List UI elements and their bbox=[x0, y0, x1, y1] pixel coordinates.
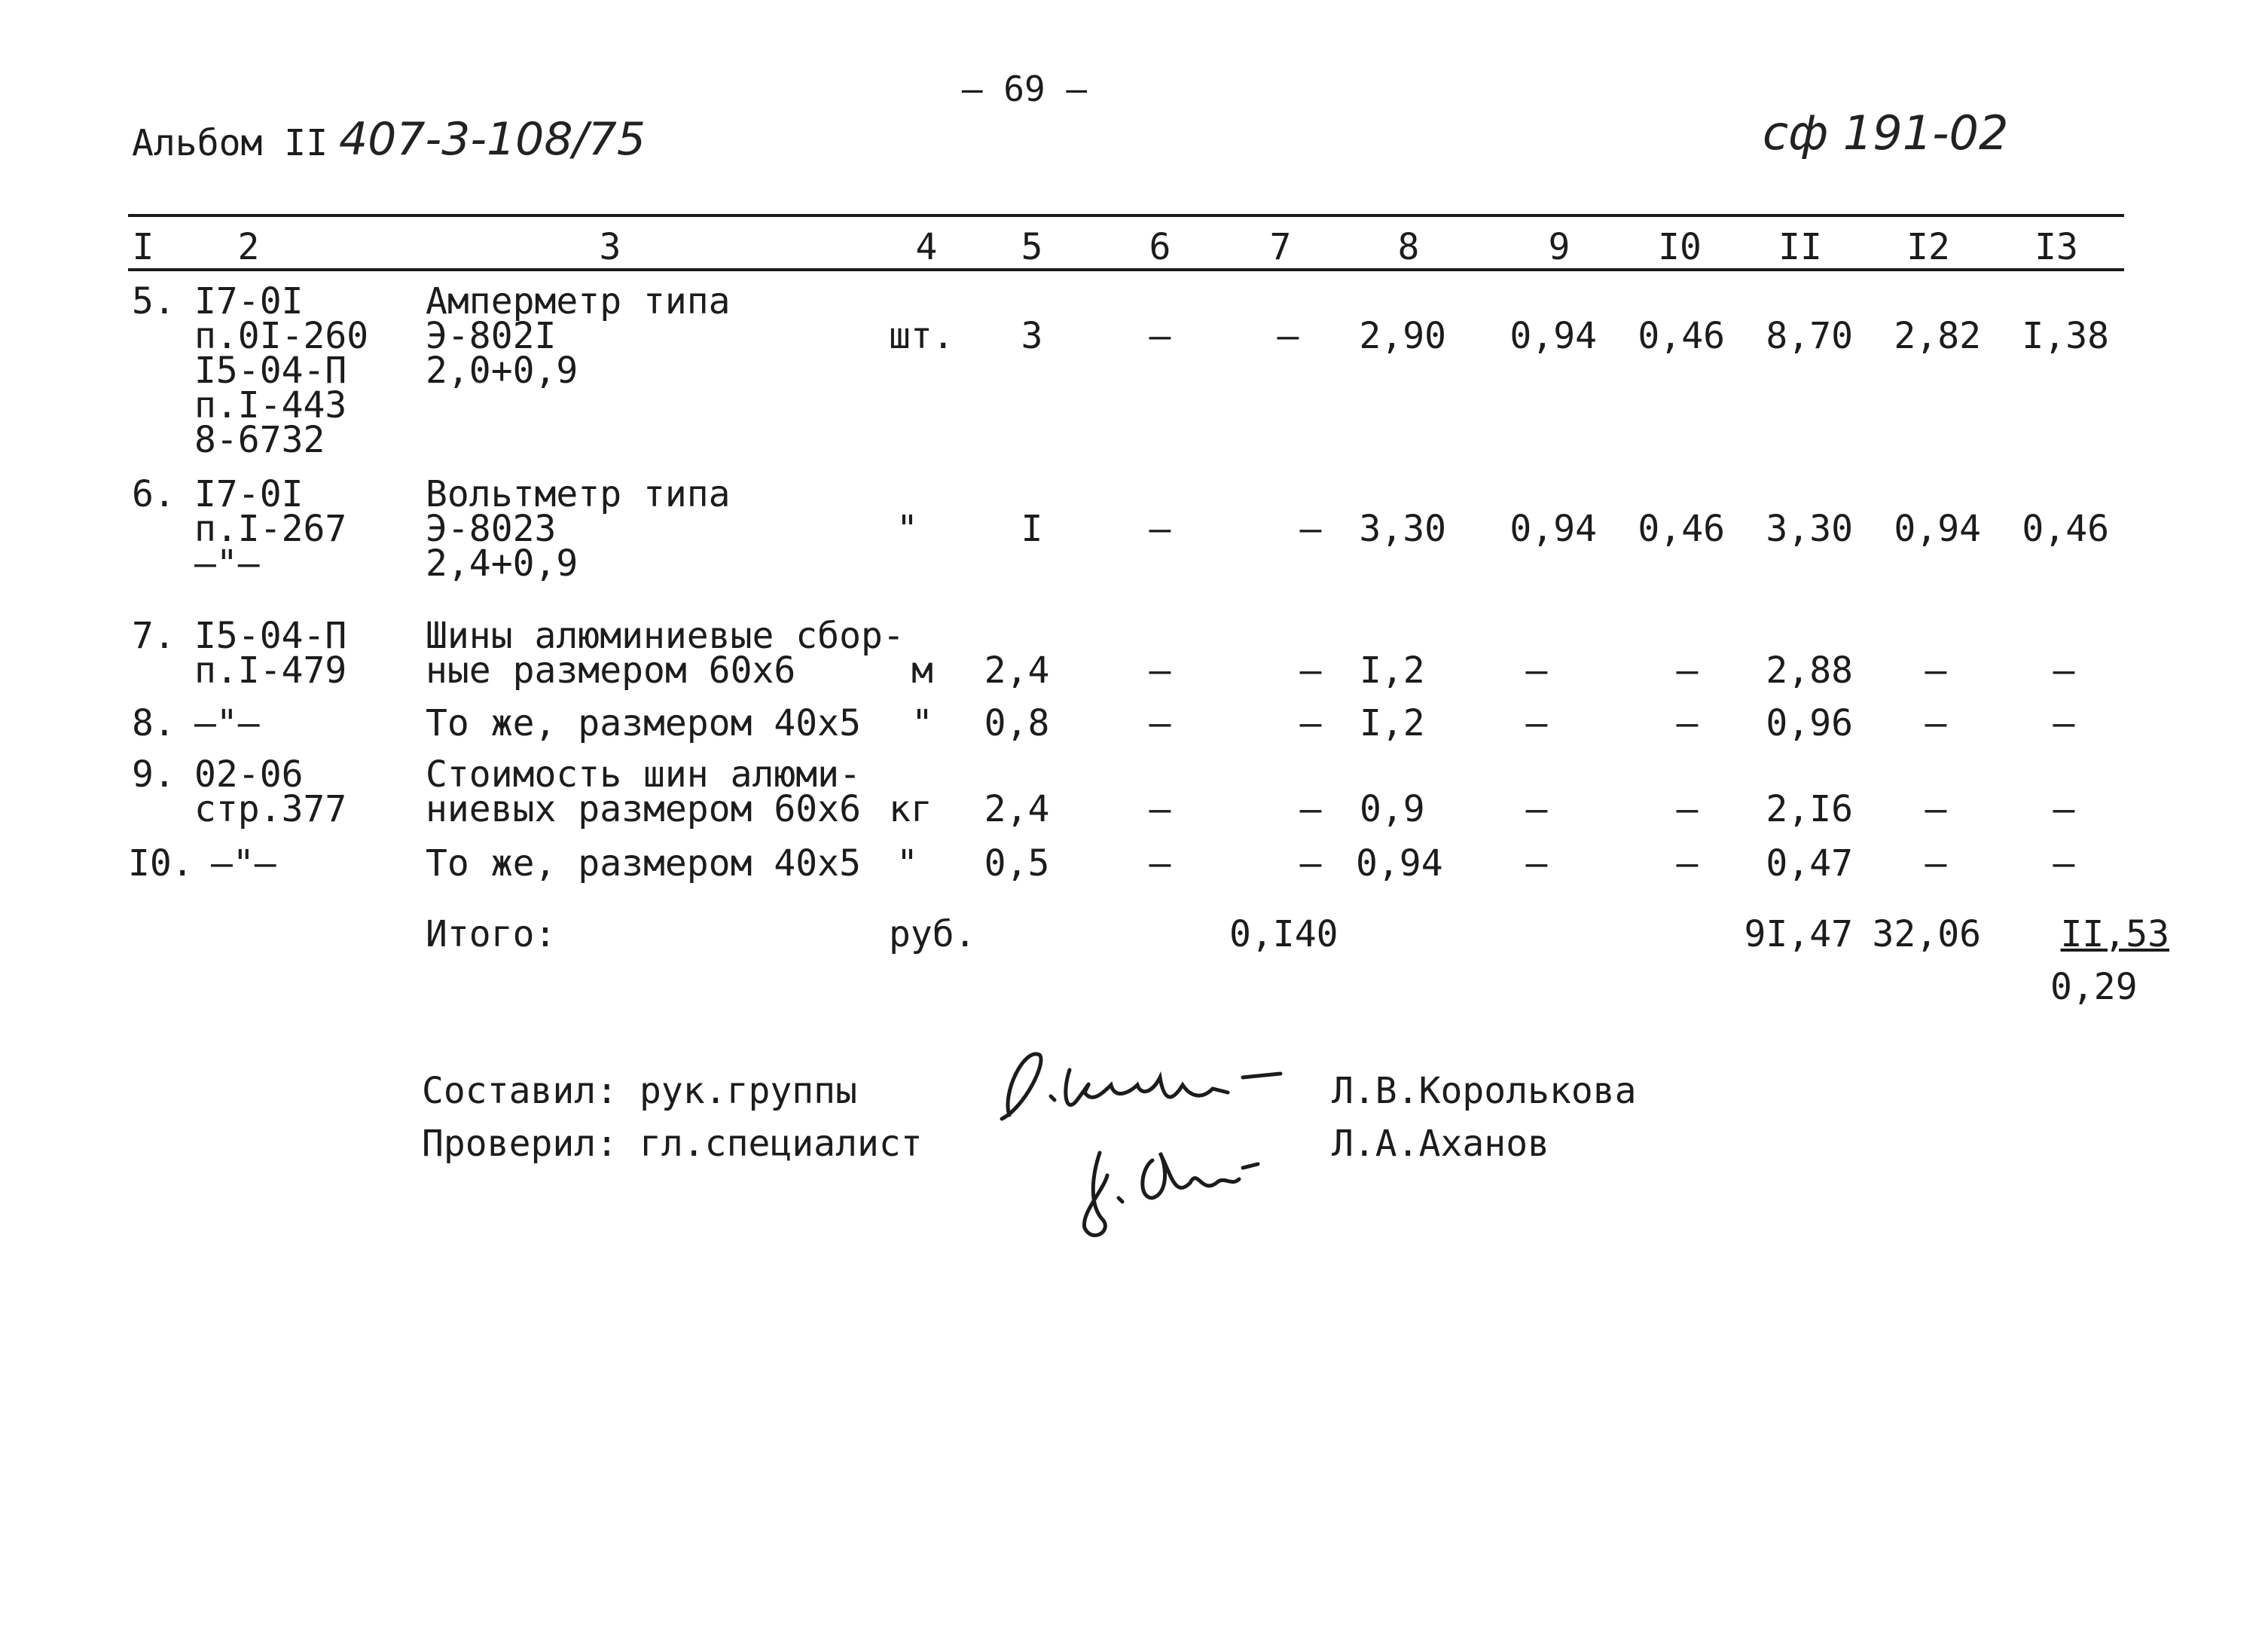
cell-col11: 8,70 bbox=[1766, 315, 1853, 357]
quantity: 2,4 bbox=[984, 649, 1050, 692]
quantity: 0,8 bbox=[984, 702, 1050, 744]
reference-code: 8-6732 bbox=[194, 419, 325, 461]
cell-col7: – bbox=[1299, 702, 1322, 744]
cell-col13: – bbox=[2053, 649, 2075, 692]
item-name: То же, размером 40х5 bbox=[426, 842, 861, 885]
cell-col11: 0,96 bbox=[1766, 702, 1853, 744]
item-name: ные размером 60х6 bbox=[426, 649, 796, 692]
cell-col11: 2,88 bbox=[1766, 649, 1853, 692]
cell-col7: – bbox=[1299, 842, 1322, 885]
cell-col10: 0,46 bbox=[1638, 315, 1725, 357]
table-top-rule bbox=[128, 214, 2124, 217]
cell-col10: – bbox=[1676, 788, 1699, 830]
cell-col13: – bbox=[2053, 788, 2075, 830]
row-number: 9. bbox=[132, 753, 176, 796]
unit: " bbox=[911, 702, 933, 744]
total-label: Итого: bbox=[426, 913, 557, 955]
page-number: – 69 – bbox=[961, 69, 1088, 109]
compiled-by-label: Составил: рук.группы bbox=[422, 1070, 857, 1112]
cell-col11: 3,30 bbox=[1766, 508, 1853, 550]
cell-col11: 2,I6 bbox=[1766, 788, 1853, 830]
quantity: 3 bbox=[1021, 315, 1043, 357]
row-number: I0. bbox=[128, 842, 194, 885]
reference-code: п.I-443 bbox=[194, 384, 347, 426]
cell-col6: – bbox=[1149, 842, 1171, 885]
row-number: 5. bbox=[132, 280, 176, 322]
cell-col6: – bbox=[1149, 649, 1171, 692]
cell-col6: – bbox=[1149, 315, 1171, 357]
item-name: Шины алюминиевые сбор- bbox=[426, 615, 905, 657]
unit: " bbox=[896, 842, 918, 885]
cell-col6: – bbox=[1149, 508, 1171, 550]
cell-col10: – bbox=[1676, 842, 1699, 885]
album-label: Альбом II bbox=[132, 122, 328, 164]
cell-col9: – bbox=[1525, 842, 1548, 885]
checked-by-label: Проверил: гл.специалист bbox=[422, 1123, 923, 1165]
total-col13: II,53 bbox=[2060, 913, 2169, 955]
cell-col9: – bbox=[1525, 788, 1548, 830]
cell-col7: – bbox=[1277, 315, 1299, 357]
cell-col8: 2,90 bbox=[1359, 315, 1446, 357]
cell-col10: – bbox=[1676, 649, 1699, 692]
column-header: 4 bbox=[915, 226, 938, 268]
cell-col8: I,2 bbox=[1360, 702, 1425, 744]
column-header: I2 bbox=[1906, 226, 1950, 268]
cell-col12: – bbox=[1925, 649, 1947, 692]
checked-by-name: Л.А.Аханов bbox=[1332, 1123, 1549, 1165]
column-header: 7 bbox=[1269, 226, 1292, 268]
item-name: Вольтметр типа bbox=[426, 473, 731, 515]
total-col13-sub: 0,29 bbox=[2050, 966, 2138, 1008]
cell-col13: I,38 bbox=[2022, 315, 2109, 357]
item-name: 2,0+0,9 bbox=[426, 350, 578, 392]
cell-col10: – bbox=[1676, 702, 1699, 744]
reference-code: I5-04-П bbox=[194, 615, 347, 657]
column-header: 8 bbox=[1397, 226, 1420, 268]
unit: кг bbox=[889, 788, 933, 830]
checked-signature bbox=[1047, 1123, 1288, 1251]
cell-col7: – bbox=[1299, 788, 1322, 830]
cell-col13: – bbox=[2053, 842, 2075, 885]
column-header: 6 bbox=[1149, 226, 1171, 268]
total-col11: 9I,47 bbox=[1744, 913, 1853, 955]
column-header: 3 bbox=[599, 226, 621, 268]
cell-col8: 3,30 bbox=[1359, 508, 1446, 550]
cell-col6: – bbox=[1149, 788, 1171, 830]
reference-code: –"– bbox=[211, 842, 276, 885]
cell-col12: – bbox=[1925, 702, 1947, 744]
cell-col8: 0,9 bbox=[1360, 788, 1425, 830]
reference-code: I7-0I bbox=[194, 280, 304, 322]
item-name: Амперметр типа bbox=[426, 280, 731, 322]
reference-code: I7-0I bbox=[194, 473, 304, 515]
cell-col12: 0,94 bbox=[1894, 508, 1981, 550]
column-header: II bbox=[1778, 226, 1822, 268]
item-name: Э-802I bbox=[426, 315, 557, 357]
row-number: 6. bbox=[132, 473, 176, 515]
cell-col6: – bbox=[1149, 702, 1171, 744]
cell-col11: 0,47 bbox=[1766, 842, 1853, 885]
cell-col9: 0,94 bbox=[1509, 508, 1597, 550]
reference-code: I5-04-П bbox=[194, 350, 347, 392]
cell-col12: – bbox=[1925, 842, 1947, 885]
unit: м bbox=[911, 649, 933, 692]
column-header: 5 bbox=[1021, 226, 1043, 268]
cell-col12: – bbox=[1925, 788, 1947, 830]
row-number: 8. bbox=[132, 702, 176, 744]
cell-col9: – bbox=[1525, 649, 1548, 692]
reference-code: п.I-479 bbox=[194, 649, 347, 692]
cell-col8: I,2 bbox=[1360, 649, 1425, 692]
quantity: 0,5 bbox=[984, 842, 1050, 885]
cell-col10: 0,46 bbox=[1638, 508, 1725, 550]
quantity: 2,4 bbox=[984, 788, 1050, 830]
cell-col9: – bbox=[1525, 702, 1548, 744]
column-header: I3 bbox=[2034, 226, 2078, 268]
total-col7: 0,I40 bbox=[1229, 913, 1339, 955]
quantity: I bbox=[1021, 508, 1043, 550]
cell-col9: 0,94 bbox=[1509, 315, 1597, 357]
total-col12: 32,06 bbox=[1872, 913, 1981, 955]
item-name: Стоимость шин алюми- bbox=[426, 753, 861, 796]
row-number: 7. bbox=[132, 615, 176, 657]
item-name: То же, размером 40х5 bbox=[426, 702, 861, 744]
album-code-handwritten: 407-3-108/75 bbox=[339, 113, 646, 166]
cell-col13: – bbox=[2053, 702, 2075, 744]
reference-code: п.0I-260 bbox=[194, 315, 369, 357]
column-header: I bbox=[132, 226, 154, 268]
reference-code: п.I-267 bbox=[194, 508, 347, 550]
table-header-rule bbox=[128, 268, 2124, 271]
cell-col7: – bbox=[1299, 649, 1322, 692]
cell-col13: 0,46 bbox=[2022, 508, 2109, 550]
cell-col7: – bbox=[1299, 508, 1322, 550]
column-header: 9 bbox=[1548, 226, 1571, 268]
reference-code: –"– bbox=[194, 542, 260, 585]
sheet-code-handwritten: сф 191-02 bbox=[1763, 105, 2009, 160]
cell-col12: 2,82 bbox=[1894, 315, 1981, 357]
reference-code: 02-06 bbox=[194, 753, 304, 796]
item-name: ниевых размером 60х6 bbox=[426, 788, 861, 830]
column-header: I0 bbox=[1658, 226, 1702, 268]
cell-col8: 0,94 bbox=[1356, 842, 1443, 885]
reference-code: стр.377 bbox=[194, 788, 347, 830]
unit: шт. bbox=[889, 315, 954, 357]
column-header: 2 bbox=[237, 226, 260, 268]
total-unit: руб. bbox=[889, 913, 976, 955]
compiled-by-name: Л.В.Королькова bbox=[1332, 1070, 1637, 1112]
item-name: Э-8023 bbox=[426, 508, 557, 550]
item-name: 2,4+0,9 bbox=[426, 542, 578, 585]
reference-code: –"– bbox=[194, 702, 260, 744]
unit: " bbox=[896, 508, 918, 550]
